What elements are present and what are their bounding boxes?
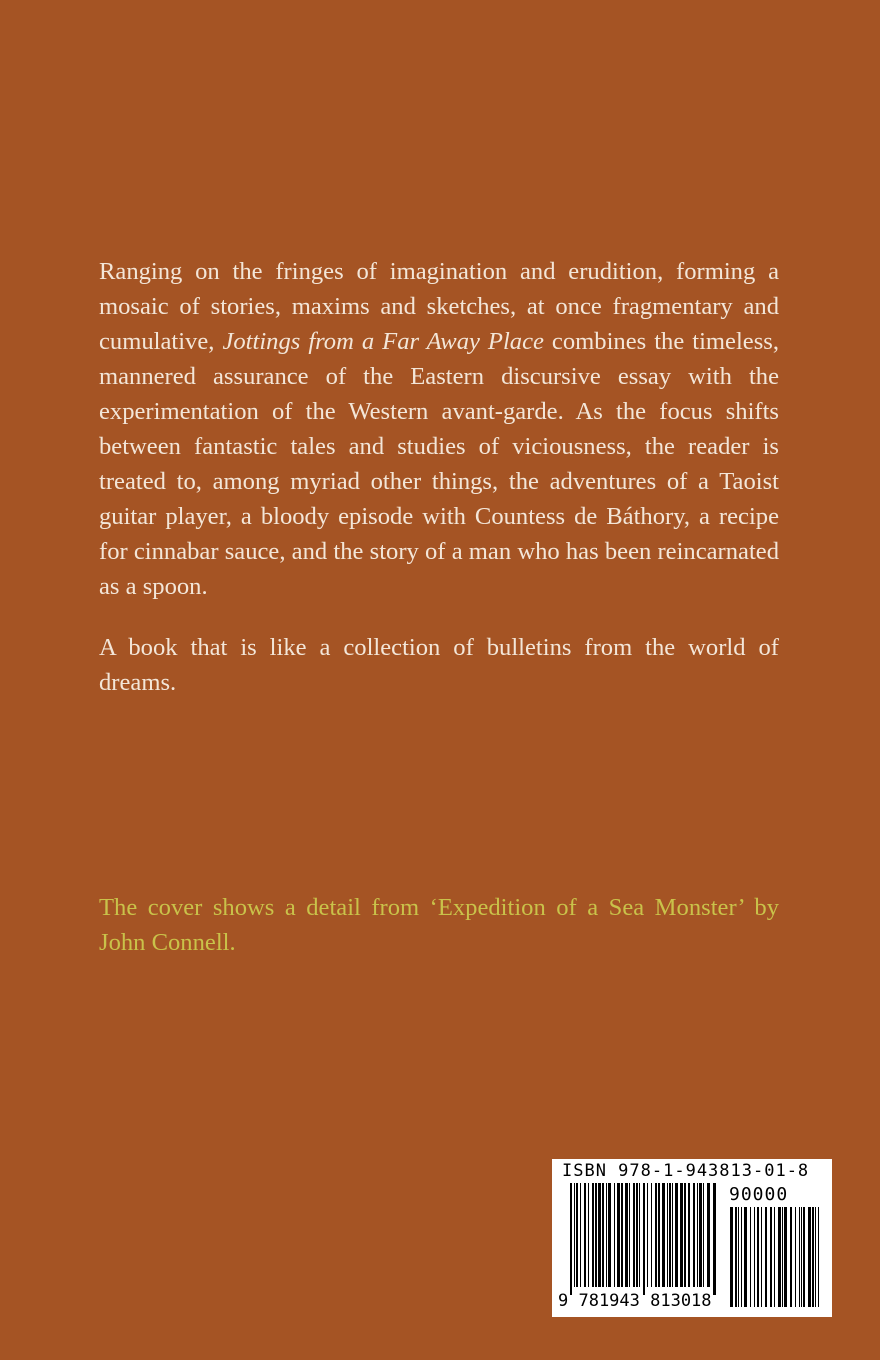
back-cover-blurb [99, 254, 779, 700]
ean-digits: 9 781943 813018 [558, 1291, 712, 1311]
isbn-label: ISBN 978-1-943813-01-8 [562, 1161, 810, 1181]
blurb-text-start: Ranging on the fringes of imagination and erudition, forming a mosaic of stories, maxims and sketches, at once fragmentary and cumulative, [99, 258, 779, 355]
cover-credit: The cover shows a detail from ‘Expedition of a Sea Monster’ by John Connell. [99, 894, 779, 956]
book-title-italic: Jottings from a Far Away Place [222, 328, 544, 355]
isbn-barcode [552, 1159, 832, 1317]
blurb-text-end: combines the timeless, mannered assurance of the Eastern discursive essay with the experimentation of the Western avant-garde. As the focus shifts between fantastic tales and studies of viciousness, the reader is treated to, among myriad other things, the adventures of a Taoist guitar player, a bloody episode with Countess de Báthory, a recipe for cinnabar sauce, and the story of a man who has been reincarnated as a spoon. [99, 328, 779, 600]
price-addon-digits: 90000 [729, 1184, 789, 1205]
blurb-paragraph-1 [99, 254, 779, 604]
blurb-paragraph-2: A book that is like a collection of bulletins from the world of dreams. [99, 634, 779, 696]
